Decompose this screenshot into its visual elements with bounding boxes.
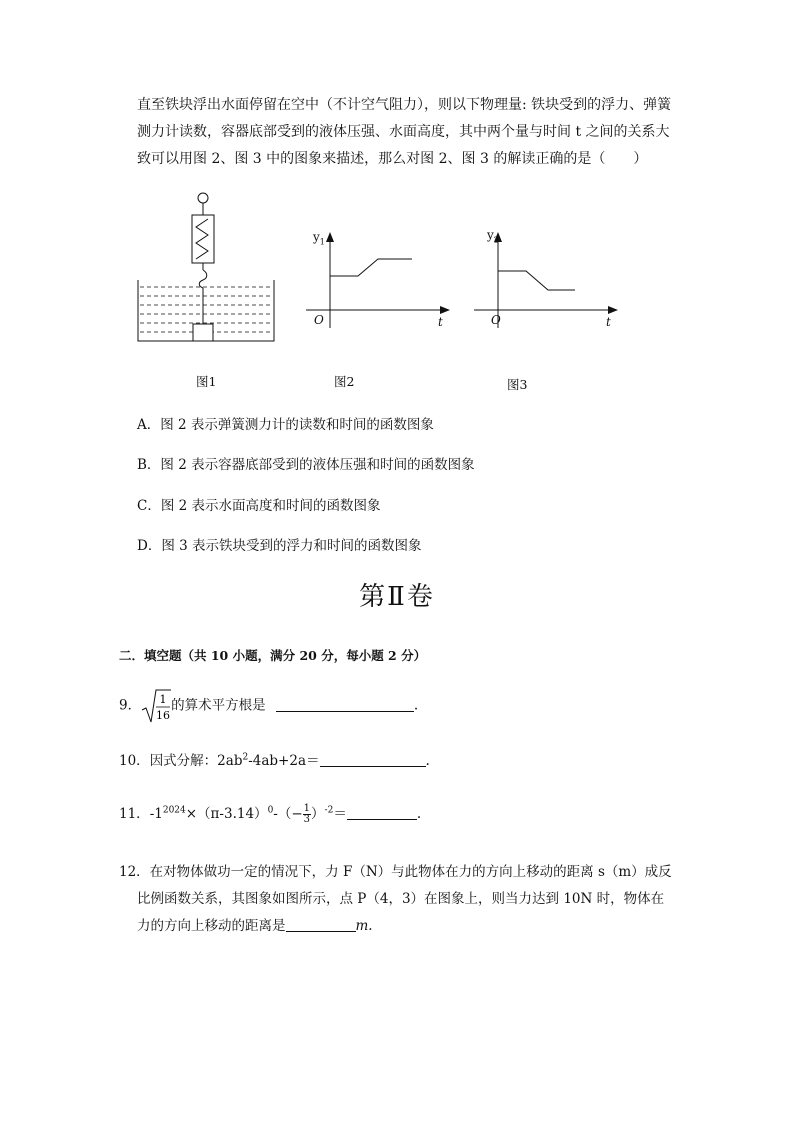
question-9: 9． 1 16 的算术平方根是 .	[119, 688, 418, 724]
option-d: D．图 3 表示铁块受到的浮力和时间的函数图象	[137, 538, 422, 554]
option-a: A．图 2 表示弹簧测力计的读数和时间的函数图象	[137, 417, 434, 433]
figure-2-origin: O	[314, 313, 324, 327]
question-12-line-2: 比例函数关系，其图象如图所示，点 P（4，3）在图象上，则当力达到 10N 时，物体在	[137, 891, 665, 907]
intro-line-3: 致可以用图 2、图 3 中的图象来描述，那么对图 2、图 3 的解读正确的是（ ）	[137, 151, 648, 167]
question-11-fraction: $\frac{1}{3}$	[303, 803, 311, 825]
figure-2-x-label: t	[438, 315, 443, 329]
question-9-answer-blank[interactable]	[276, 697, 414, 712]
figure-1-diagram	[136, 188, 281, 348]
question-9-number: 9．	[119, 697, 142, 714]
figure-3-curve	[498, 271, 575, 290]
spring-coil	[196, 219, 208, 259]
question-12-line-1: 12．在对物体做功一定的情况下，力 F（N）与此物体在力的方向上移动的距离 s（m）成反	[119, 864, 672, 880]
spring-ring	[198, 193, 208, 203]
figure-3-y-label: $y_2$	[487, 228, 499, 245]
figure-2-curve	[330, 259, 412, 276]
option-b: B．图 2 表示容器底部受到的液体压强和时间的函数图象	[137, 457, 475, 473]
hook	[199, 270, 207, 288]
figure-1-caption: 图1	[196, 374, 217, 389]
figure-3-x-label: t	[606, 315, 611, 329]
option-c: C．图 2 表示水面高度和时间的函数图象	[137, 498, 381, 514]
question-12-answer-blank[interactable]	[286, 917, 356, 932]
question-11-answer-blank[interactable]	[347, 805, 417, 820]
figure-3-caption: 图3	[507, 377, 528, 392]
figure-2-caption: 图2	[334, 374, 355, 389]
intro-line-2: 测力计读数，容器底部受到的液体压强、水面高度，其中两个量与时间 t 之间的关系大	[137, 124, 670, 140]
question-9-text: 的算术平方根是	[171, 697, 266, 714]
svg-text:1: 1	[159, 693, 167, 706]
figure-3-origin: O	[491, 313, 501, 327]
iron-block	[193, 324, 213, 341]
question-11: 11．$-1^{2024}\times(\pi-3.14)^0-(-$ $\frac{1}{3}$ ）$^{-2}$＝ .	[119, 803, 422, 825]
question-10: 10．因式分解：$2ab^2-4ab+2a=$ .	[119, 752, 430, 769]
section-heading: 二．填空题（共 10 小题，满分 20 分，每小题 2 分）	[119, 648, 427, 663]
intro-line-1: 直至铁块浮出水面停留在空中（不计空气阻力），则以下物理量: 铁块受到的浮力、弹簧	[137, 97, 672, 113]
question-9-radical	[141, 688, 171, 724]
figure-2-y-label: $y_1$	[313, 230, 325, 247]
svg-text:16: 16	[156, 709, 171, 722]
question-10-answer-blank[interactable]	[320, 752, 426, 767]
question-12-line-3: 力的方向上移动的距离是 m.	[137, 918, 373, 934]
sqrt-icon	[141, 688, 171, 724]
section-title: 第Ⅱ卷	[359, 582, 435, 612]
